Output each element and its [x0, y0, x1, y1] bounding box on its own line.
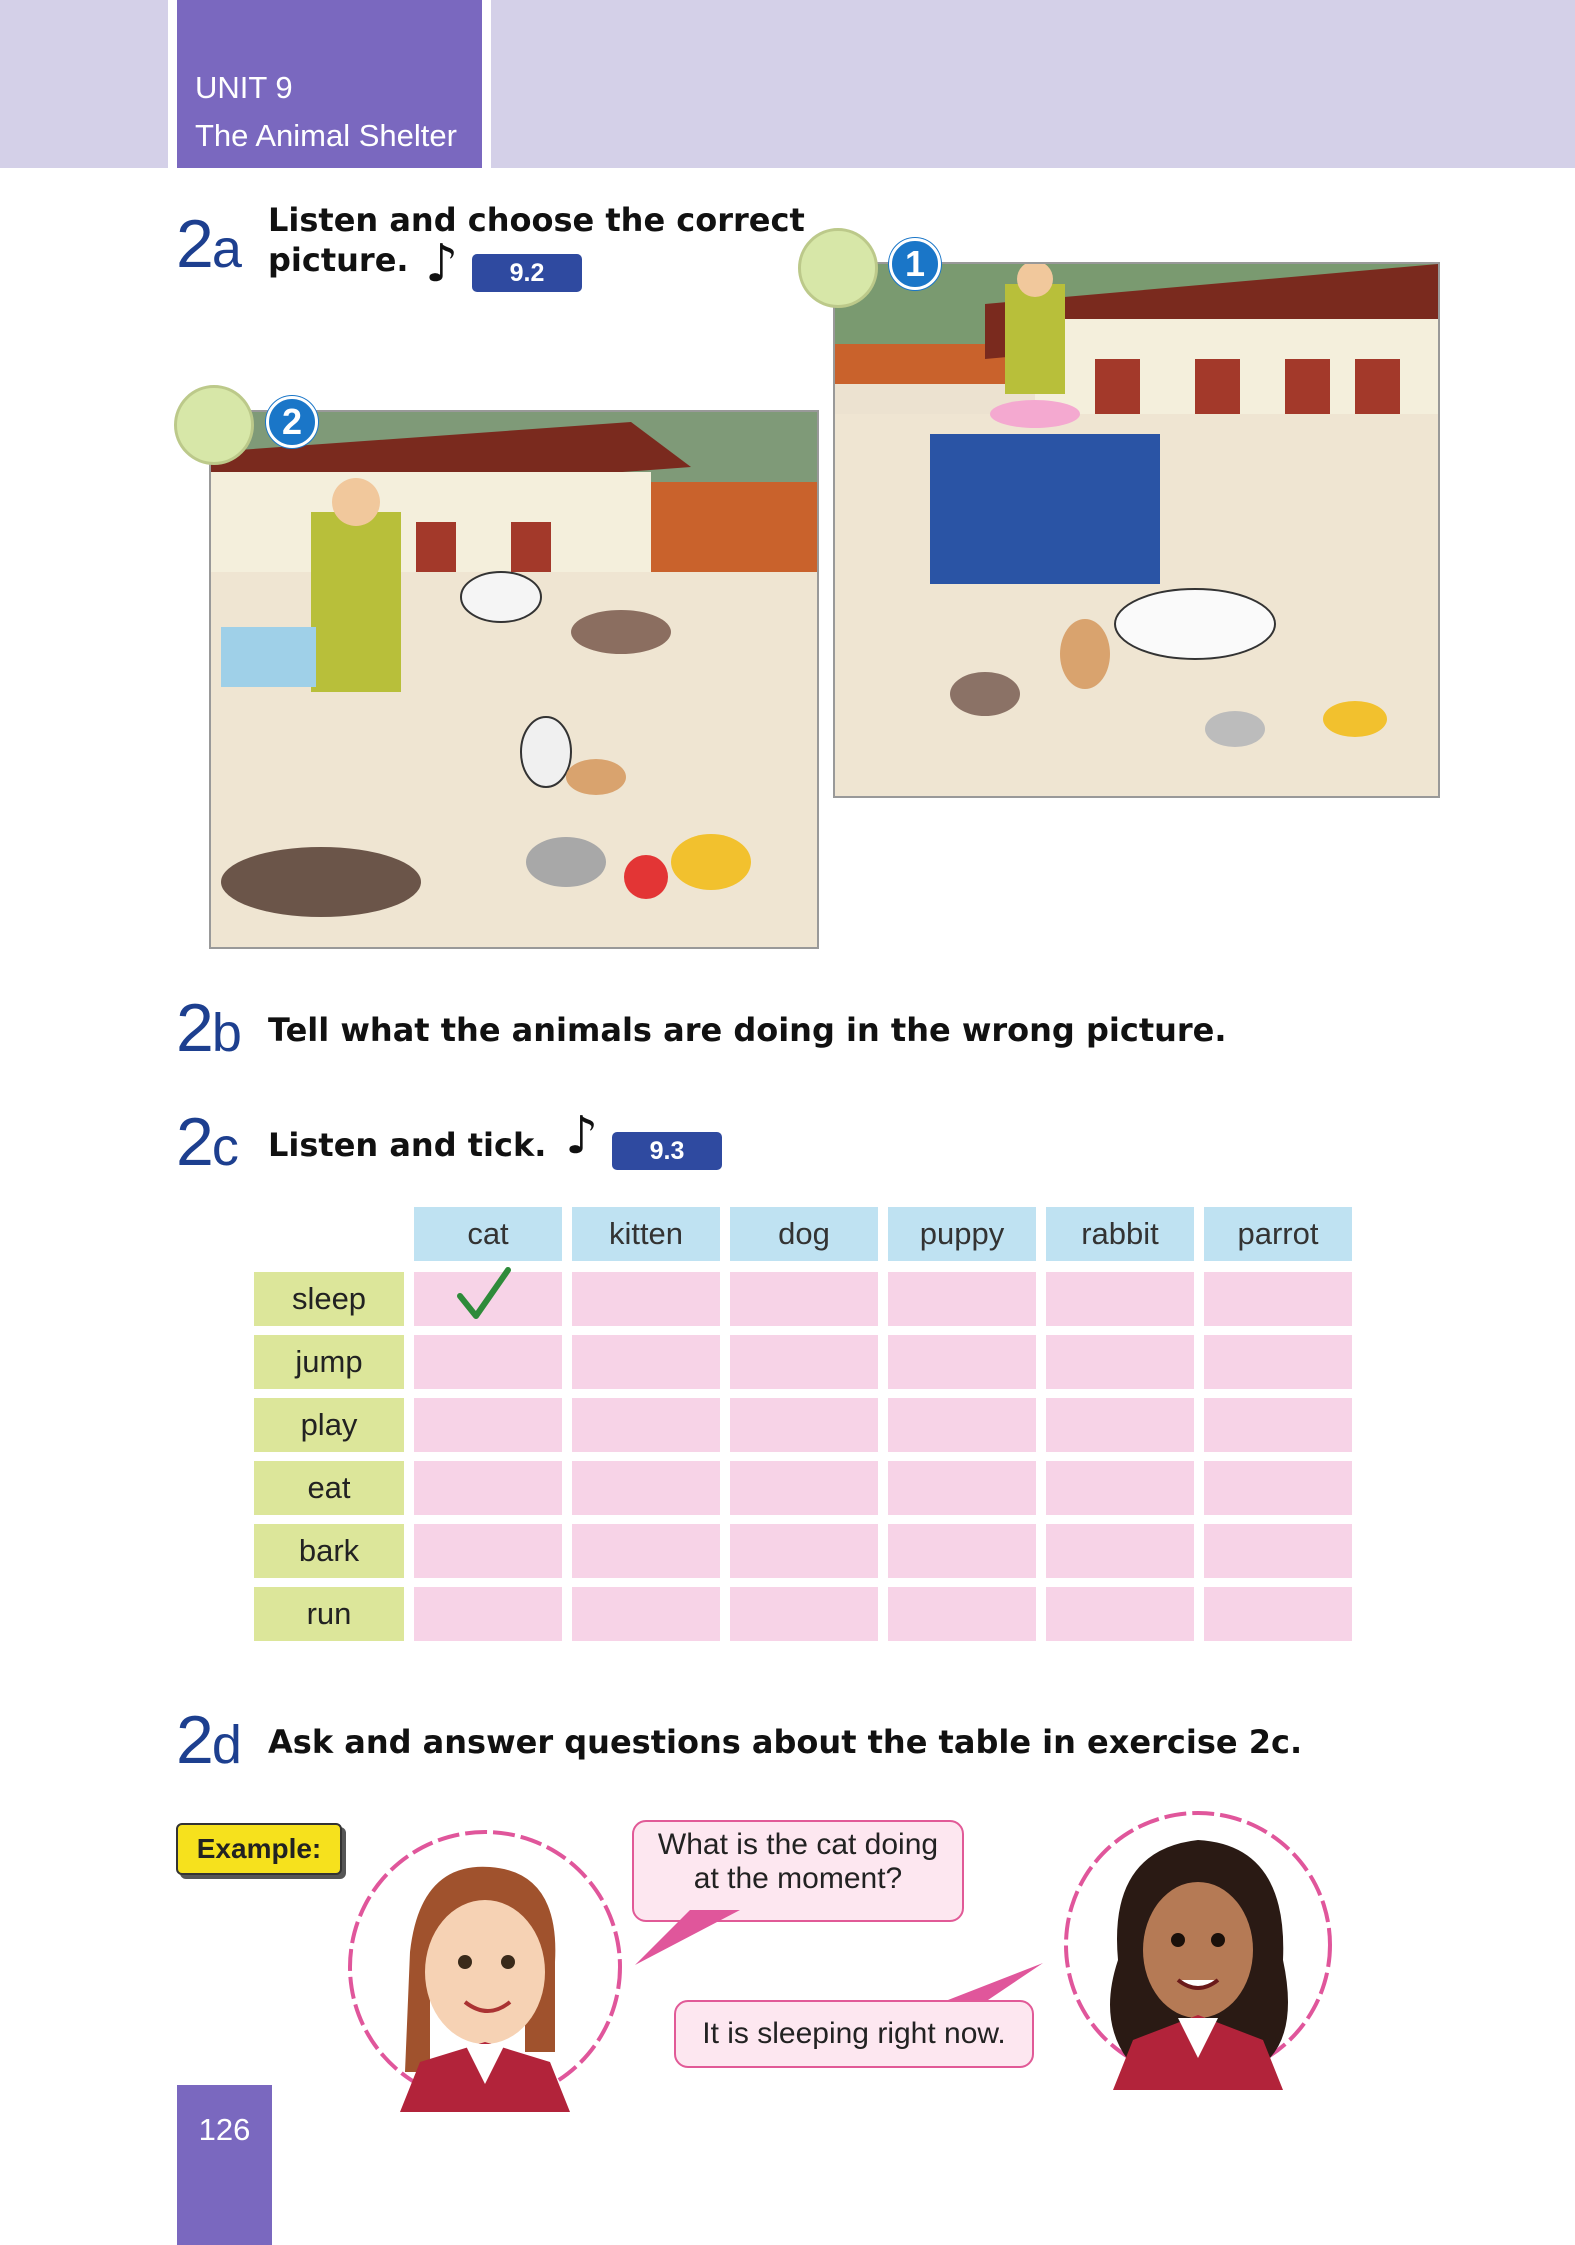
exercise-number-digit: 2 [176, 1104, 212, 1180]
question-bubble [632, 1820, 964, 1922]
tick-cell-play-parrot[interactable] [1204, 1398, 1352, 1452]
exercise-number-letter: d [211, 1715, 240, 1775]
question-line-2: at the moment? [693, 1862, 903, 1895]
column-header-parrot: parrot [1204, 1207, 1352, 1261]
column-header-puppy: puppy [888, 1207, 1036, 1261]
music-note-icon: ♪ [565, 1106, 599, 1166]
header-band-left [0, 0, 168, 168]
instruction-line-1: Listen and choose the correct [268, 201, 805, 239]
column-header-dog: dog [730, 1207, 878, 1261]
picture-2-illustration [211, 412, 817, 947]
tick-cell-sleep-kitten[interactable] [572, 1272, 720, 1326]
row-header-bark: bark [254, 1524, 404, 1578]
unit-title: The Animal Shelter [195, 118, 457, 153]
picture-1-illustration [835, 264, 1438, 796]
exercise-2b-instruction: Tell what the animals are doing in the wrong picture. [268, 1011, 1227, 1049]
tick-cell-bark-dog[interactable] [730, 1524, 878, 1578]
picture-1-number: 1 [889, 238, 941, 290]
tick-cell-play-kitten[interactable] [572, 1398, 720, 1452]
picture-2-number: 2 [266, 396, 318, 448]
exercise-number-letter: b [211, 1003, 240, 1063]
exercise-number-digit: 2 [176, 990, 212, 1066]
audio-track-badge[interactable]: 9.2 [472, 254, 582, 292]
tick-cell-jump-kitten[interactable] [572, 1335, 720, 1389]
page-number: 126 [198, 2112, 251, 2147]
tick-cell-run-cat[interactable] [414, 1587, 562, 1641]
row-header-run: run [254, 1587, 404, 1641]
answer-bubble-tail [928, 1958, 1048, 2008]
answer-bubble: It is sleeping right now. [674, 2000, 1034, 2068]
exercise-2c-number [176, 1104, 237, 1180]
tick-cell-play-puppy[interactable] [888, 1398, 1036, 1452]
exercise-2b-number [176, 990, 240, 1066]
tick-cell-jump-cat[interactable] [414, 1335, 562, 1389]
question-bubble-tail [630, 1910, 760, 1970]
tick-cell-eat-puppy[interactable] [888, 1461, 1036, 1515]
tick-cell-eat-cat[interactable] [414, 1461, 562, 1515]
page-number-tab [177, 2085, 272, 2245]
tick-cell-jump-parrot[interactable] [1204, 1335, 1352, 1389]
tick-cell-sleep-dog[interactable] [730, 1272, 878, 1326]
tick-cell-sleep-parrot[interactable] [1204, 1272, 1352, 1326]
tick-cell-sleep-cat[interactable] [414, 1272, 562, 1326]
tick-cell-play-dog[interactable] [730, 1398, 878, 1452]
column-header-cat: cat [414, 1207, 562, 1261]
tick-cell-eat-kitten[interactable] [572, 1461, 720, 1515]
exercise-2a-number [176, 206, 240, 282]
answer-circle-1[interactable] [798, 228, 878, 308]
tick-cell-bark-cat[interactable] [414, 1524, 562, 1578]
checkmark-icon [454, 1266, 514, 1322]
exercise-2c-instruction: Listen and tick. [268, 1126, 547, 1164]
tick-cell-bark-puppy[interactable] [888, 1524, 1036, 1578]
picture-2 [209, 410, 819, 949]
tick-cell-jump-rabbit[interactable] [1046, 1335, 1194, 1389]
tick-cell-run-puppy[interactable] [888, 1587, 1036, 1641]
question-line-1: What is the cat doing [657, 1828, 939, 1861]
picture-1 [833, 262, 1440, 798]
exercise-2d-instruction: Ask and answer questions about the table in exercise 2c. [268, 1723, 1303, 1761]
tick-table [254, 1207, 1359, 1652]
tick-cell-sleep-puppy[interactable] [888, 1272, 1036, 1326]
tick-cell-play-rabbit[interactable] [1046, 1398, 1194, 1452]
instruction-line-2: picture. [268, 241, 409, 279]
row-header-play: play [254, 1398, 404, 1452]
exercise-number-digit: 2 [176, 1702, 212, 1778]
tick-cell-jump-puppy[interactable] [888, 1335, 1036, 1389]
tick-cell-eat-rabbit[interactable] [1046, 1461, 1194, 1515]
tick-cell-run-rabbit[interactable] [1046, 1587, 1194, 1641]
tick-cell-jump-dog[interactable] [730, 1335, 878, 1389]
exercise-number-digit: 2 [176, 206, 212, 282]
row-header-eat: eat [254, 1461, 404, 1515]
girl-right-illustration [1058, 1800, 1338, 2090]
tick-cell-sleep-rabbit[interactable] [1046, 1272, 1194, 1326]
answer-circle-2[interactable] [174, 385, 254, 465]
tick-cell-run-dog[interactable] [730, 1587, 878, 1641]
exercise-2d-number [176, 1702, 240, 1778]
girl-avatar-right [1058, 1800, 1338, 2090]
tick-cell-run-parrot[interactable] [1204, 1587, 1352, 1641]
row-header-jump: jump [254, 1335, 404, 1389]
tick-cell-bark-parrot[interactable] [1204, 1524, 1352, 1578]
tick-cell-bark-kitten[interactable] [572, 1524, 720, 1578]
header-band-right [491, 0, 1575, 168]
exercise-number-letter: c [211, 1117, 237, 1177]
tick-cell-eat-dog[interactable] [730, 1461, 878, 1515]
music-note-icon: ♪ [425, 234, 459, 294]
column-header-kitten: kitten [572, 1207, 720, 1261]
column-header-rabbit: rabbit [1046, 1207, 1194, 1261]
unit-number: UNIT 9 [195, 70, 293, 105]
example-badge: Example: [176, 1823, 342, 1875]
tick-cell-run-kitten[interactable] [572, 1587, 720, 1641]
tick-cell-play-cat[interactable] [414, 1398, 562, 1452]
exercise-number-letter: a [211, 219, 240, 279]
girl-avatar-left [340, 1822, 630, 2112]
row-header-sleep: sleep [254, 1272, 404, 1326]
tick-cell-eat-parrot[interactable] [1204, 1461, 1352, 1515]
girl-left-illustration [340, 1822, 630, 2112]
tick-cell-bark-rabbit[interactable] [1046, 1524, 1194, 1578]
audio-track-badge[interactable]: 9.3 [612, 1132, 722, 1170]
